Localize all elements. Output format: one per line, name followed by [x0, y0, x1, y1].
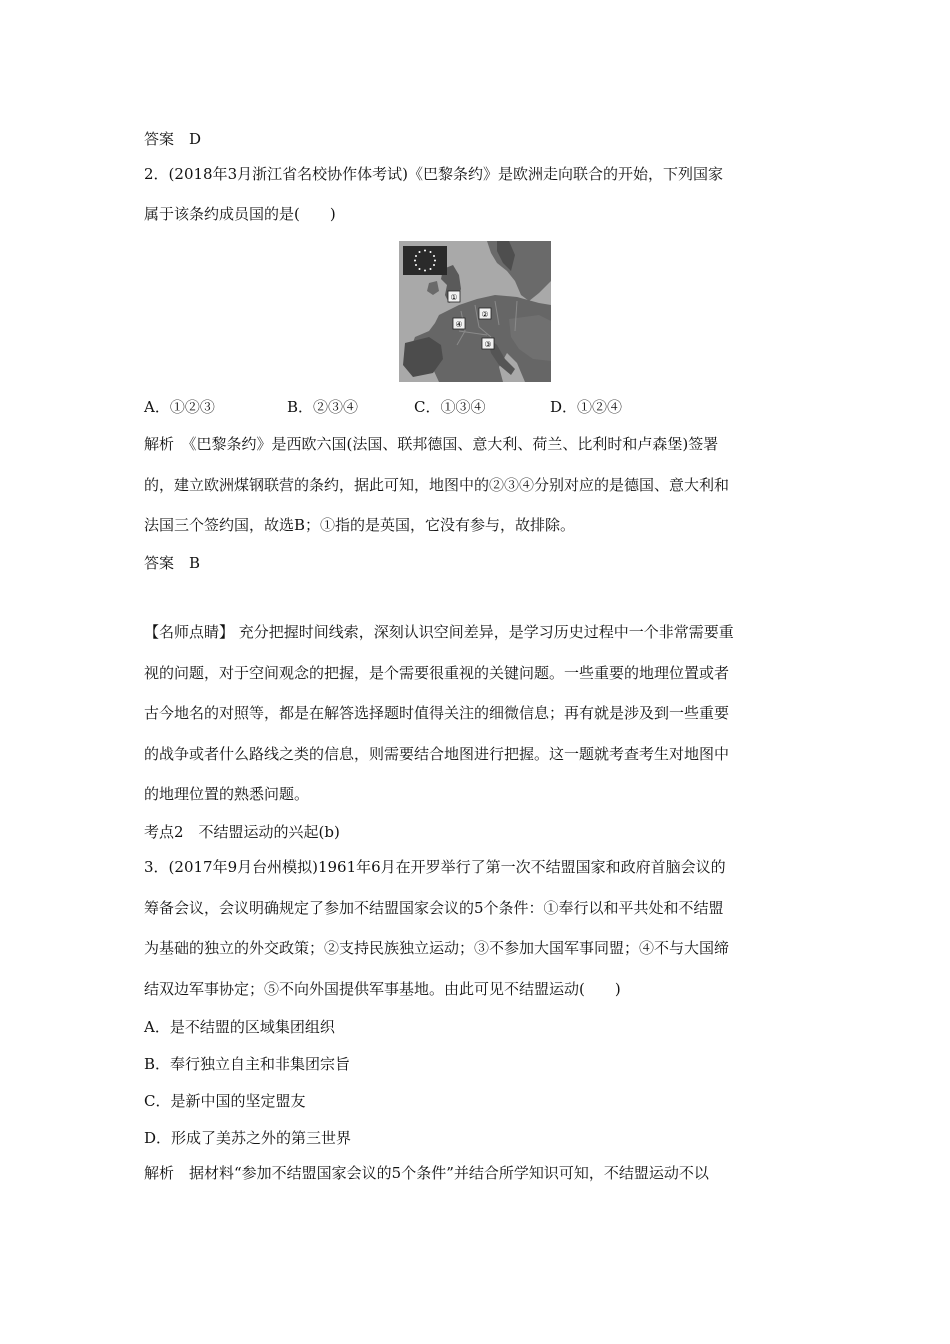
question-3-option-c: C．是新中国的坚定盟友: [144, 1092, 306, 1110]
answer-line: 答案 B: [144, 554, 201, 572]
question-3-stem-line-2: 筹备会议，会议明确规定了参加不结盟国家会议的5个条件：①奉行以和平共处和不结盟: [144, 899, 724, 917]
question-3-analysis-line-1: 解析 据材料“参加不结盟国家会议的5个条件”并结合所学知识可知，不结盟运动不以: [144, 1164, 709, 1182]
map-marker-1: ①: [450, 293, 458, 302]
question-3-option-a: A．是不结盟的区域集团组织: [144, 1018, 335, 1036]
map-marker-3: ③: [484, 340, 492, 349]
question-3-stem-line-3: 为基础的独立的外交政策；②支持民族独立运动；③不参加大国军事同盟；④不与大国缔: [144, 939, 730, 957]
question-2-analysis-line-2: 的，建立欧洲煤钢联营的条约，据此可知，地图中的②③④分别对应的是德国、意大利和: [144, 476, 730, 494]
question-2-options: [144, 396, 808, 418]
teacher-tip-line-1: 【名师点睛】 充分把握时间线索，深刻认识空间差异，是学习历史过程中一个非常需要重: [144, 623, 734, 641]
map-marker-4: ④: [455, 320, 463, 329]
option-c: C．①③④: [414, 398, 486, 416]
question-3-option-b: B．奉行独立自主和非集团宗旨: [144, 1055, 351, 1073]
option-d: D．①②④: [550, 398, 623, 416]
teacher-tip-line-2: 视的问题，对于空间观念的把握，是个需要很重视的关键问题。一些重要的地理位置或者: [144, 664, 730, 682]
question-3-stem-line-4: 结双边军事协定；⑤不向外国提供军事基地。由此可见不结盟运动( ): [144, 980, 621, 998]
europe-map: [399, 241, 551, 382]
question-3-stem-line-1: 3．(2017年9月台州模拟)1961年6月在开罗举行了第一次不结盟国家和政府首脑会议的: [144, 858, 726, 876]
question-2-stem-line-2: 属于该条约成员国的是( ): [144, 205, 336, 223]
teacher-tip-line-3: 古今地名的对照等，都是在解答选择题时值得关注的细微信息；再有就是涉及到一些重要: [144, 704, 730, 722]
section-title: 考点2 不结盟运动的兴起(b): [144, 823, 340, 841]
question-2-stem-line-1: 2．(2018年3月浙江省名校协作体考试)《巴黎条约》是欧洲走向联合的开始，下列国家: [144, 165, 723, 183]
map-marker-2: ②: [481, 310, 489, 319]
question-3-option-d: D．形成了美苏之外的第三世界: [144, 1129, 352, 1147]
europe-map-figure: [399, 241, 551, 382]
question-2-analysis-line-1: 解析 《巴黎条约》是西欧六国(法国、联邦德国、意大利、荷兰、比利时和卢森堡)签署: [144, 435, 719, 453]
teacher-tip-line-4: 的战争或者什么路线之类的信息，则需要结合地图进行把握。这一题就考查考生对地图中: [144, 745, 730, 763]
option-a: A．①②③: [144, 398, 215, 416]
answer-line: 答案 D: [144, 130, 202, 148]
teacher-tip-line-5: 的地理位置的熟悉问题。: [144, 785, 310, 803]
question-2-analysis-line-3: 法国三个签约国，故选B；①指的是英国，它没有参与，故排除。: [144, 516, 576, 534]
option-b: B．②③④: [287, 398, 359, 416]
